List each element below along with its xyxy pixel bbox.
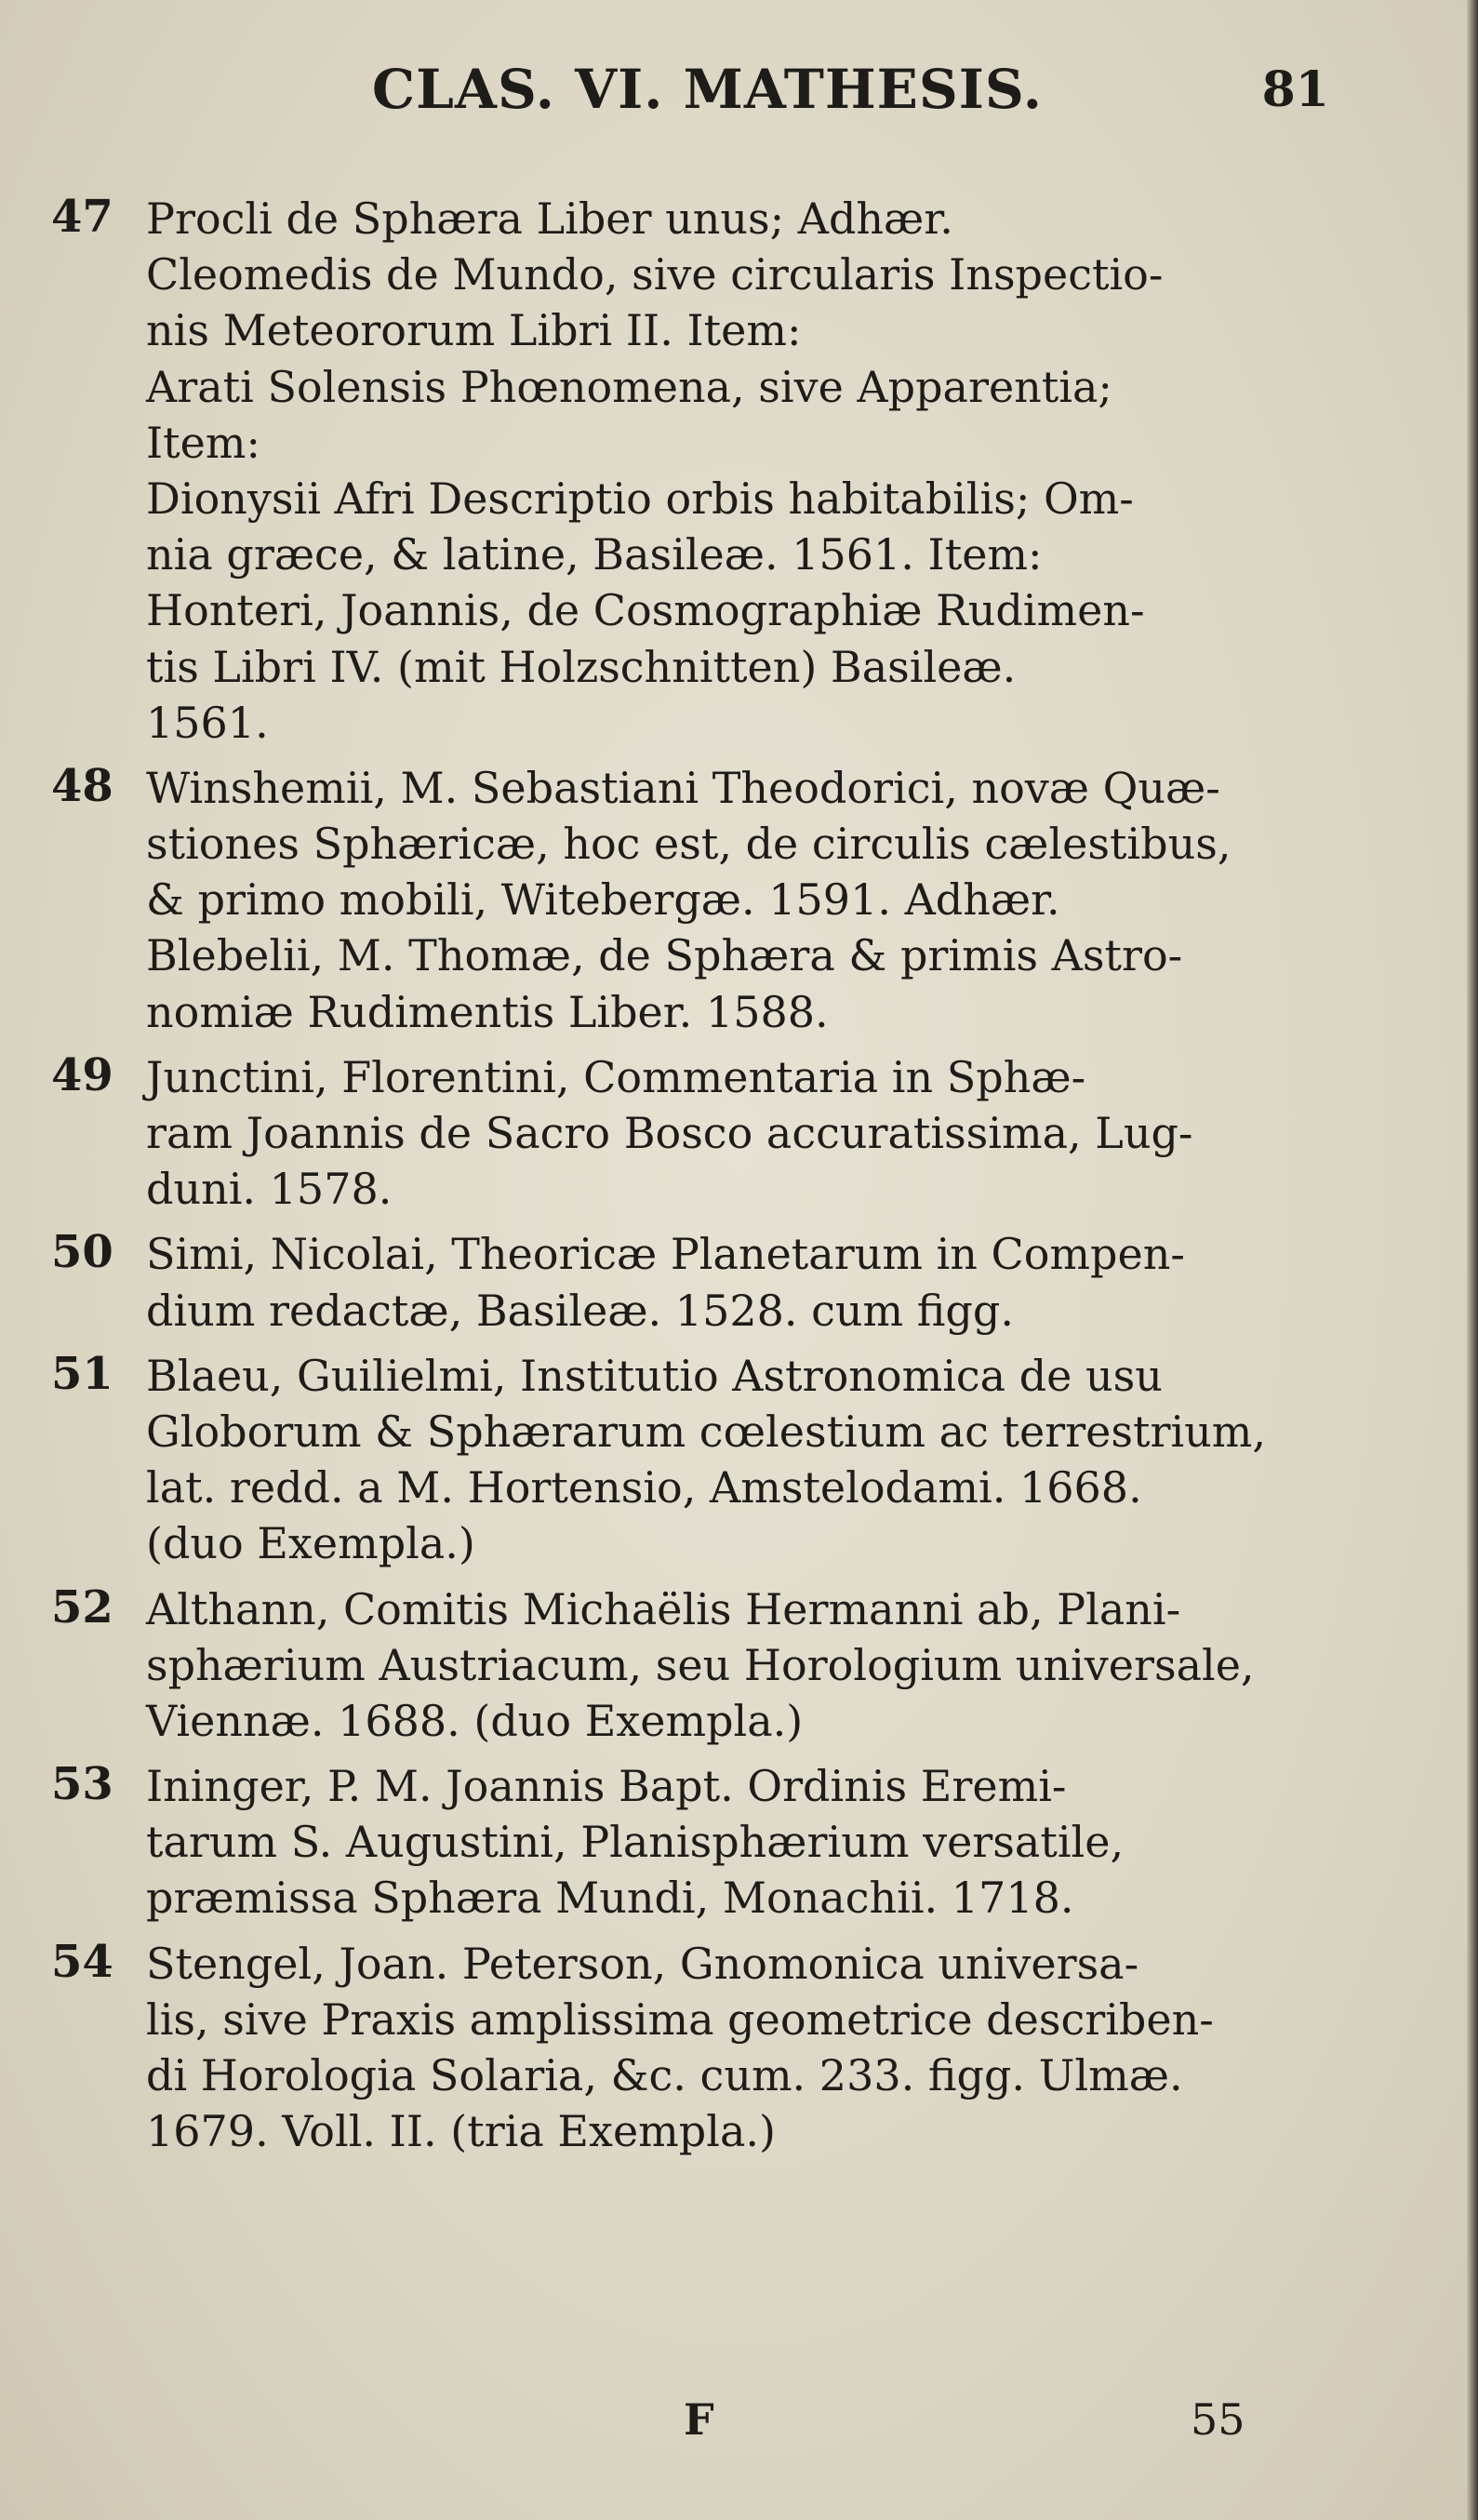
entry-line: præmissa Sphæra Mundi, Monachii. 1718. — [146, 1873, 1074, 1924]
entry-line: Ininger, P. M. Joannis Bapt. Ordinis Eremi- — [146, 1761, 1067, 1812]
catalog-entry-53 — [51, 1758, 1325, 1927]
entry-line: Winshemii, M. Sebastiani Theodorici, novæ Quæ- — [146, 762, 1220, 813]
entry-line: Simi, Nicolai, Theoricæ Planetarum in Compen- — [146, 1229, 1185, 1280]
entry-line: Arati Solensis Phœnomena, sive Apparentia; — [146, 361, 1112, 412]
entry-line: & primo mobili, Witebergæ. 1591. Adhær. — [146, 874, 1060, 926]
entry-number: 50 — [51, 1226, 113, 1279]
page-footer — [0, 2394, 1478, 2460]
catalog-entry-48 — [51, 760, 1325, 1040]
running-title: CLAS. VI. MATHESIS. — [372, 58, 1043, 121]
entry-line: Althann, Comitis Michaëlis Hermanni ab, Plani- — [146, 1583, 1181, 1634]
entry-line: Procli de Sphæra Liber unus; Adhær. — [146, 193, 953, 244]
entry-line: dium redactæ, Basileæ. 1528. cum figg. — [146, 1285, 1014, 1336]
page-header — [149, 58, 1329, 141]
entry-number: 52 — [51, 1580, 113, 1633]
entry-line: lis, sive Praxis amplissima geometrice describen- — [146, 1993, 1214, 2045]
catalog-entry-54 — [51, 1936, 1325, 2160]
entry-line: lat. redd. a M. Hortensio, Amstelodami. 1668. — [146, 1462, 1142, 1513]
entry-line: ram Joannis de Sacro Bosco accuratissima, Lug- — [146, 1108, 1193, 1158]
page-edge — [1467, 0, 1478, 2520]
entry-line: Blebelii, M. Thomæ, de Sphæra & primis Astro- — [146, 930, 1183, 981]
entry-number: 53 — [51, 1758, 113, 1811]
entry-line: sphærium Austriacum, seu Horologium universale, — [146, 1639, 1255, 1690]
entry-line: tarum S. Augustini, Planisphærium versatile, — [146, 1817, 1125, 1868]
entry-number: 47 — [51, 191, 113, 243]
entry-number: 54 — [51, 1935, 113, 1988]
catalog-entry-51 — [51, 1348, 1325, 1572]
entry-line: di Horologia Solaria, &c. cum. 233. figg. Ulmæ. — [146, 2050, 1183, 2100]
catalog-entries — [51, 191, 1325, 2168]
entry-line: 1561. — [146, 697, 269, 748]
entry-line: Cleomedis de Mundo, sive circularis Inspectio- — [146, 249, 1164, 300]
entry-line: tis Libri IV. (mit Holzschnitten) Basileæ. — [146, 641, 1017, 692]
entry-line: Junctini, Florentini, Commentaria in Sphæ- — [146, 1051, 1086, 1102]
entry-line: Honteri, Joannis, de Cosmographiæ Rudimen- — [146, 585, 1145, 636]
entry-number: 51 — [51, 1347, 113, 1400]
page-number: 81 — [1261, 61, 1329, 118]
entry-line: Viennæ. 1688. (duo Exempla.) — [146, 1695, 804, 1746]
entry-line: Stengel, Joan. Peterson, Gnomonica universa- — [146, 1938, 1139, 1989]
entry-line: duni. 1578. — [146, 1164, 393, 1215]
entry-line: 1679. Voll. II. (tria Exempla.) — [146, 2106, 776, 2157]
signature-mark: F — [684, 2394, 714, 2445]
entry-line: Blaeu, Guilielmi, Institutio Astronomica de usu — [146, 1350, 1163, 1401]
entry-line: nis Meteororum Libri II. Item: — [146, 305, 802, 356]
entry-line: nomiæ Rudimentis Liber. 1588. — [146, 986, 829, 1037]
entry-number: 49 — [51, 1048, 113, 1101]
entry-line: Globorum & Sphærarum cœlestium ac terrestrium, — [146, 1406, 1267, 1457]
entry-line: nia græce, & latine, Basileæ. 1561. Item: — [146, 529, 1043, 580]
entry-line: Item: — [146, 417, 260, 468]
entry-line: (duo Exempla.) — [146, 1518, 475, 1569]
entry-line: Dionysii Afri Descriptio orbis habitabilis; Om- — [146, 473, 1134, 524]
entry-line: stiones Sphæricæ, hoc est, de circulis cælestibus, — [146, 819, 1232, 870]
catchword: 55 — [1191, 2394, 1245, 2445]
catalog-entry-50 — [51, 1226, 1325, 1338]
entry-number: 48 — [51, 759, 113, 812]
catalog-entry-52 — [51, 1581, 1325, 1750]
catalog-entry-47 — [51, 191, 1325, 751]
catalog-entry-49 — [51, 1049, 1325, 1218]
